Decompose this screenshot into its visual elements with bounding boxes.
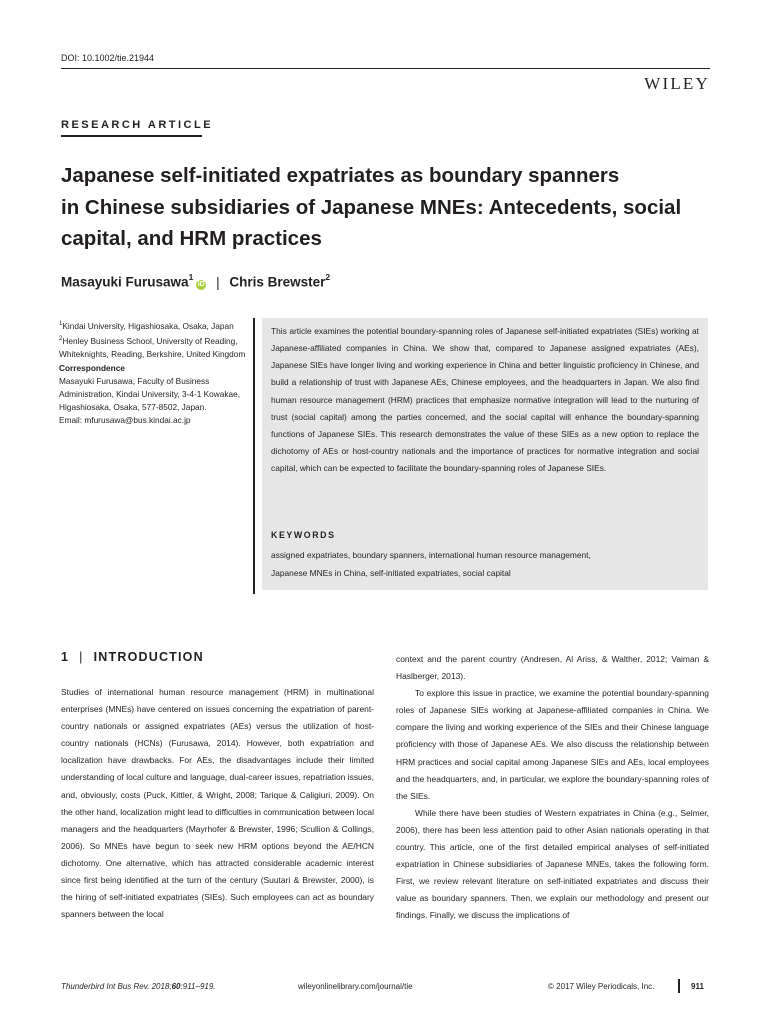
footer-citation xyxy=(61,982,216,991)
footer-copyright: © 2017 Wiley Periodicals, Inc. xyxy=(548,982,655,991)
section-number: 1 xyxy=(61,650,70,664)
body-column-left xyxy=(61,684,374,923)
keywords-text xyxy=(271,546,701,582)
body-column-right xyxy=(396,651,709,925)
footer-journal: Thunderbird Int Bus Rev. xyxy=(61,982,150,991)
body-paragraph: To explore this issue in practice, we examine the potential boundary-spanning roles of Japanese SIEs working at Japanese-affiliated companies in China. We compare the living and working experience of the SIEs and their Chinese language proficiency with those of Japanese AEs. We also discuss the relationship between HRM practices and social capital among Japanese SIEs and AEs, local employees and the headquarters, and, in particular, we explore the boundary-spanning roles of the SIEs. xyxy=(396,688,709,801)
title-line-3: capital, and HRM practices xyxy=(61,227,322,250)
footer-pages: :911–919. xyxy=(180,982,216,991)
title-line-1: Japanese self-initiated expatriates as boundary spanners xyxy=(61,164,620,187)
footer-volume: 60 xyxy=(171,982,181,991)
abstract-divider xyxy=(253,318,255,594)
keywords-line: assigned expatriates, boundary spanners, international human resource management, xyxy=(271,550,591,560)
keywords-heading: KEYWORDS xyxy=(271,530,336,540)
title-line-2: in Chinese subsidiaries of Japanese MNEs: Antecedents, social xyxy=(61,195,682,219)
section-title: INTRODUCTION xyxy=(93,650,204,664)
footer-url[interactable]: wileyonlinelibrary.com/journal/tie xyxy=(298,982,413,991)
body-paragraph: Studies of international human resource management (HRM) in multinational enterprises (MNEs) have centered on issues concerning the expatriation of parent-country nationals or assigned expatriates (AEs) versus the utilization of host-country nationals (HCNs) (Furusawa, 2014). However, both expatriation and localization have drawbacks. For AEs, the disadvantages include their limited understanding of local culture and language, dual-career issues, repatriation issues, and, obviously, costs (Puck, Kittler, & Wright, 2008; Tarique & Caligiuri, 2009). On the other hand, localization might lead to difficulties in communication between local managers and the headquarters (Mayrhofer & Brewster, 1996; Scullion & Collings, 2006). So MNEs have begun to seek new HRM options beyond the AE/HCN dichotomy. One alternative, which has attracted considerable academic interest since first being identified at the turn of the century (Suutari & Brewster, 2000), is the hiring of self-initiated expatriates (SIEs). Such employees can act as boundary spanners between the local xyxy=(61,687,374,920)
affiliation-item xyxy=(59,318,249,333)
affiliation-text: Henley Business School, University of Reading, Whiteknights, Reading, Berkshire, United Kingdom xyxy=(59,335,246,359)
abstract-text: This article examines the potential boundary-spanning roles of Japanese self-initiated expatriates (SIEs) working at Japanese-affiliated companies in China. We show that, compared to Japanese assigned expatriates (AEs), Japanese SIEs have longer living and working experience in China and better linguistic proficiency in Chinese, and build a relationship of trust with Japanese AEs, Chinese employees, and the headquarters in Japan. We also find human resource management (HRM) practices that emphasize normative integration will lead to the nurturing of trust (social capital) among the parties concerned, and the social capital will enhance the boundary-spanning functions of Japanese SIEs. This research demonstrates the value of these SIEs as a new option to replace the dichotomy of AEs or host-country nationals and the importance of practices for normative integration and social capital, which can be expected to facilitate the boundary-spanning roles of Japanese SIEs. xyxy=(271,326,699,474)
affiliation-mark: 2 xyxy=(59,335,63,342)
orcid-icon[interactable]: iD xyxy=(197,280,205,288)
author-list xyxy=(61,273,330,290)
footer-year: 2018; xyxy=(151,982,172,991)
affiliation-item xyxy=(59,333,249,361)
section-separator: | xyxy=(79,650,84,664)
affiliation-text: Kindai University, Higashiosaka, Osaka, Japan xyxy=(62,320,234,331)
doi: DOI: 10.1002/tie.21944 xyxy=(61,53,155,63)
section-heading xyxy=(61,650,204,664)
author-affiliation-mark: 1 xyxy=(188,272,194,282)
author-name[interactable]: Masayuki Furusawa xyxy=(61,274,189,290)
author-separator: | xyxy=(216,274,220,290)
article-type-underline xyxy=(61,135,202,137)
correspondence-text: Masayuki Furusawa, Faculty of Business Administration, Kindai University, 3-4-1 Kowakae, Higashiosaka, Osaka, 577-8502, Japan. xyxy=(59,375,241,413)
footer-divider xyxy=(678,979,680,993)
body-paragraph: While there have been studies of Western expatriates in China (e.g., Selmer, 2006), there has been less attention paid to other Asian nationals operating in that country. This article, one of the first detailed empirical analyses of self-initiated expatriation in Chinese subsidiaries of Japanese MNEs, takes the following form. First, we review relevant literature on self-initiated expatriates and discuss their value as boundary spanners. Then, we explain our methodology and present our findings. Finally, we discuss the implications of xyxy=(396,807,709,921)
affiliations xyxy=(59,318,249,427)
affiliation-mark: 1 xyxy=(59,321,63,327)
page-number: 911 xyxy=(691,982,704,991)
publisher-logo: WILEY xyxy=(644,74,710,93)
author-affiliation-mark: 2 xyxy=(325,272,331,282)
author-name[interactable]: Chris Brewster xyxy=(229,274,326,290)
article-type: RESEARCH ARTICLE xyxy=(61,119,214,131)
article-title xyxy=(61,160,721,255)
correspondence-email[interactable]: Email: mfurusawa@bus.kindai.ac.jp xyxy=(59,415,191,426)
correspondence-label: Correspondence xyxy=(59,362,125,373)
header-rule xyxy=(61,68,710,69)
body-paragraph: context and the parent country (Andresen, Al Ariss, & Walther, 2012; Vaiman & Haslberger, 2013). xyxy=(396,654,709,682)
keywords-line: Japanese MNEs in China, self-initiated expatriates, social capital xyxy=(271,568,511,578)
